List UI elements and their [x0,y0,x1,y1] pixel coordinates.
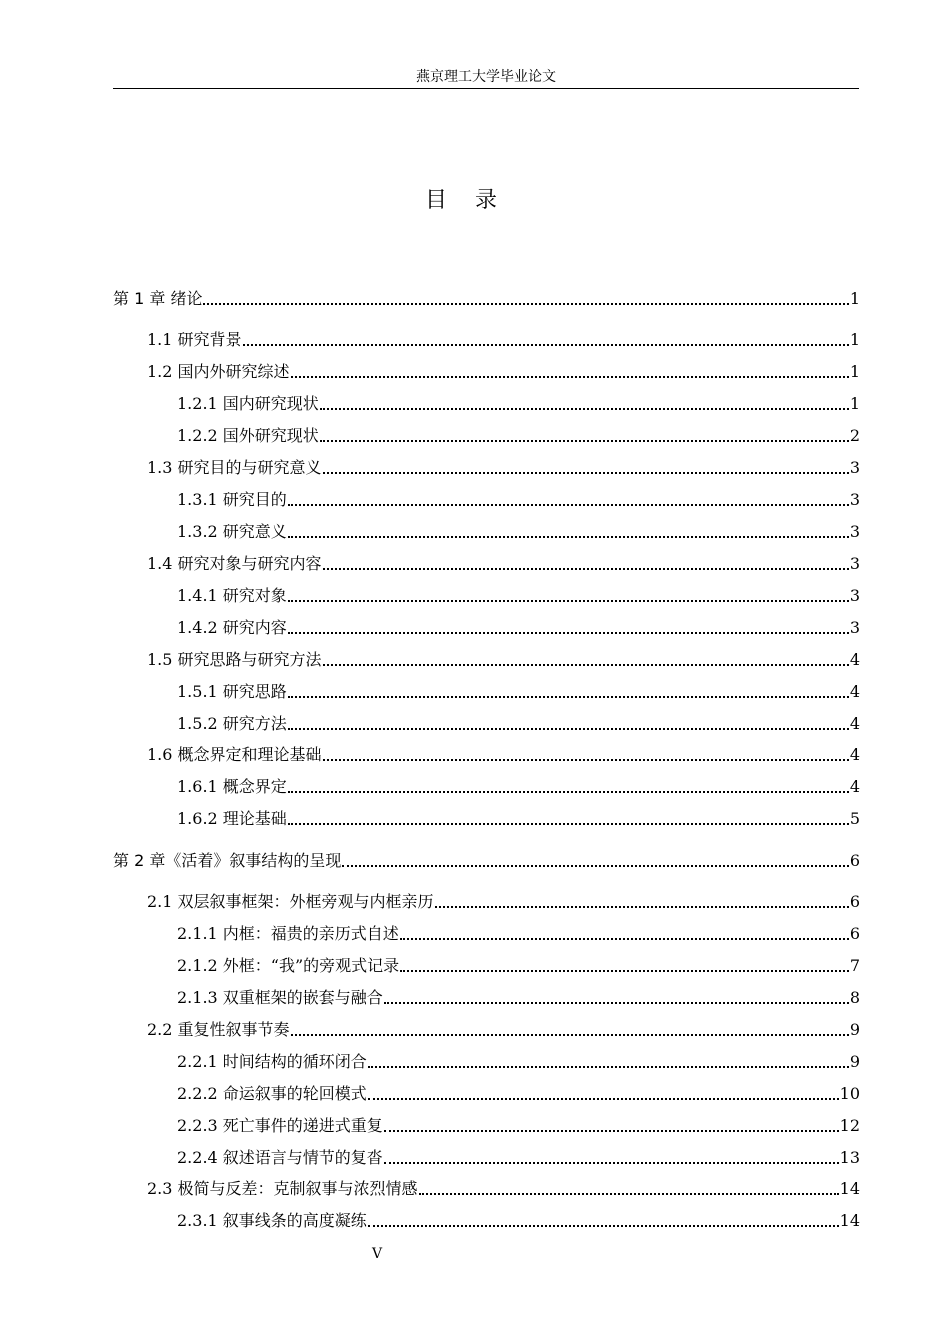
toc-entry-page: 7 [849,956,860,975]
toc-entry-page: 1 [849,362,860,381]
toc-dot-leader [384,1002,849,1004]
toc-entry [177,1083,860,1105]
toc-entry-page: 9 [849,1020,860,1039]
toc-entry-label: 1.4 研究对象与研究内容 [147,554,322,573]
toc-dot-leader [323,759,849,761]
toc-entry [147,744,860,766]
toc-entry-page: 12 [839,1116,860,1135]
toc-entry [177,923,860,945]
toc-dot-leader [243,344,849,346]
toc-entry [147,553,860,575]
toc-dot-leader [203,303,848,305]
toc-dot-leader [320,440,849,442]
toc-dot-leader [435,906,849,908]
toc-entry-page: 14 [839,1179,860,1198]
toc-entry-page: 3 [849,554,860,573]
toc-entry [147,361,860,383]
toc-entry-label: 1.3.1 研究目的 [177,490,287,509]
toc-entry [113,288,860,310]
toc-entry-label: 2.3 极简与反差：克制叙事与浓烈情感 [147,1179,418,1198]
toc-dot-leader [323,664,849,666]
toc-dot-leader [291,1034,849,1036]
toc-dot-leader [323,568,849,570]
toc-entry-label: 第 1 章 绪论 [113,289,203,308]
toc-entry-page: 1 [849,394,860,413]
toc-entry-label: 2.1.2 外框：“我”的旁观式记录 [177,956,400,975]
toc-entry-label: 1.2.1 国内研究现状 [177,394,319,413]
toc-entry [177,713,860,735]
toc-entry-label: 2.2.3 死亡事件的递进式重复 [177,1116,383,1135]
toc-entry-label: 1.6.2 理论基础 [177,809,287,828]
toc-entry-label: 1.1 研究背景 [147,330,242,349]
toc-entry [177,1147,860,1169]
toc-entry-page: 13 [839,1148,860,1167]
toc-dot-leader [419,1193,839,1195]
toc-entry-label: 2.1.1 内框：福贵的亲历式自述 [177,924,399,943]
toc-entry [113,850,860,872]
toc-entry [177,617,860,639]
toc-entry-label: 1.3.2 研究意义 [177,522,287,541]
toc-dot-leader [320,408,849,410]
toc-dot-leader [384,1130,839,1132]
toc-entry-label: 2.2.2 命运叙事的轮回模式 [177,1084,367,1103]
toc-entry-label: 1.4.1 研究对象 [177,586,287,605]
toc-dot-leader [342,865,848,867]
toc-entry [177,987,860,1009]
toc-title: 目录 [424,188,525,213]
toc-dot-leader [288,728,849,730]
toc-entry-page: 3 [849,458,860,477]
toc-entry-page: 8 [849,988,860,1007]
toc-entry-page: 4 [849,650,860,669]
toc-entry-label: 1.2.2 国外研究现状 [177,426,319,445]
toc-entry-page: 4 [849,714,860,733]
toc-dot-leader [400,938,849,940]
toc-entry [177,393,860,415]
toc-entry-label: 1.4.2 研究内容 [177,618,287,637]
toc-dot-leader [288,536,849,538]
toc-entry-page: 9 [849,1052,860,1071]
toc-entry [177,1115,860,1137]
toc-dot-leader [368,1098,839,1100]
toc-entry-label: 2.3.1 叙事线条的高度凝练 [177,1211,367,1230]
toc-entry-page: 6 [849,892,860,911]
toc-entry [147,457,860,479]
toc-entry [147,649,860,671]
toc-dot-leader [400,970,849,972]
toc-entry-label: 2.1 双层叙事框架：外框旁观与内框亲历 [147,892,434,911]
toc-entry-label: 2.2.4 叙述语言与情节的复沓 [177,1148,383,1167]
toc-dot-leader [291,376,849,378]
toc-entry-page: 1 [849,289,860,308]
toc-entry [147,1178,860,1200]
toc-dot-leader [288,504,849,506]
toc-entry-page: 4 [849,682,860,701]
toc-entry-label: 1.6.1 概念界定 [177,777,287,796]
toc-entry-page: 14 [839,1211,860,1230]
table-of-contents [113,0,860,1344]
toc-entry-page: 3 [849,618,860,637]
toc-dot-leader [288,696,849,698]
toc-entry [147,329,860,351]
toc-entry [177,681,860,703]
toc-entry-page: 10 [839,1084,860,1103]
toc-entry [177,425,860,447]
page-header: 燕京理工大学毕业论文 [113,66,859,89]
toc-entry-page: 1 [849,330,860,349]
toc-entry-page: 2 [849,426,860,445]
toc-dot-leader [288,823,849,825]
toc-dot-leader [368,1225,839,1227]
toc-entry-label: 2.1.3 双重框架的嵌套与融合 [177,988,383,1007]
toc-entry [177,585,860,607]
toc-entry-label: 第 2 章《活着》叙事结构的呈现 [113,851,342,870]
toc-entry-label: 1.2 国内外研究综述 [147,362,290,381]
toc-entry [177,776,860,798]
toc-entry [177,521,860,543]
toc-entry-page: 6 [849,924,860,943]
toc-dot-leader [323,472,849,474]
toc-entry-label: 1.5.1 研究思路 [177,682,287,701]
toc-dot-leader [384,1162,839,1164]
toc-entry-label: 1.5 研究思路与研究方法 [147,650,322,669]
toc-entry [177,1051,860,1073]
toc-entry-page: 3 [849,522,860,541]
toc-entry [177,955,860,977]
toc-entry-page: 6 [849,851,860,870]
toc-entry [147,1019,860,1041]
toc-entry-page: 5 [849,809,860,828]
toc-entry [177,1210,860,1232]
toc-entry [177,489,860,511]
toc-dot-leader [288,791,849,793]
toc-entry [177,808,860,830]
toc-entry-page: 3 [849,586,860,605]
toc-entry-page: 4 [849,745,860,764]
toc-entry-label: 2.2.1 时间结构的循环闭合 [177,1052,367,1071]
toc-entry-label: 2.2 重复性叙事节奏 [147,1020,290,1039]
toc-entry-label: 1.6 概念界定和理论基础 [147,745,322,764]
toc-entry-label: 1.3 研究目的与研究意义 [147,458,322,477]
toc-entry-label: 1.5.2 研究方法 [177,714,287,733]
toc-entry-page: 3 [849,490,860,509]
toc-dot-leader [288,600,849,602]
toc-entry-page: 4 [849,777,860,796]
page-number: V [371,1246,383,1262]
toc-entry [147,891,860,913]
toc-dot-leader [288,632,849,634]
toc-dot-leader [368,1066,849,1068]
